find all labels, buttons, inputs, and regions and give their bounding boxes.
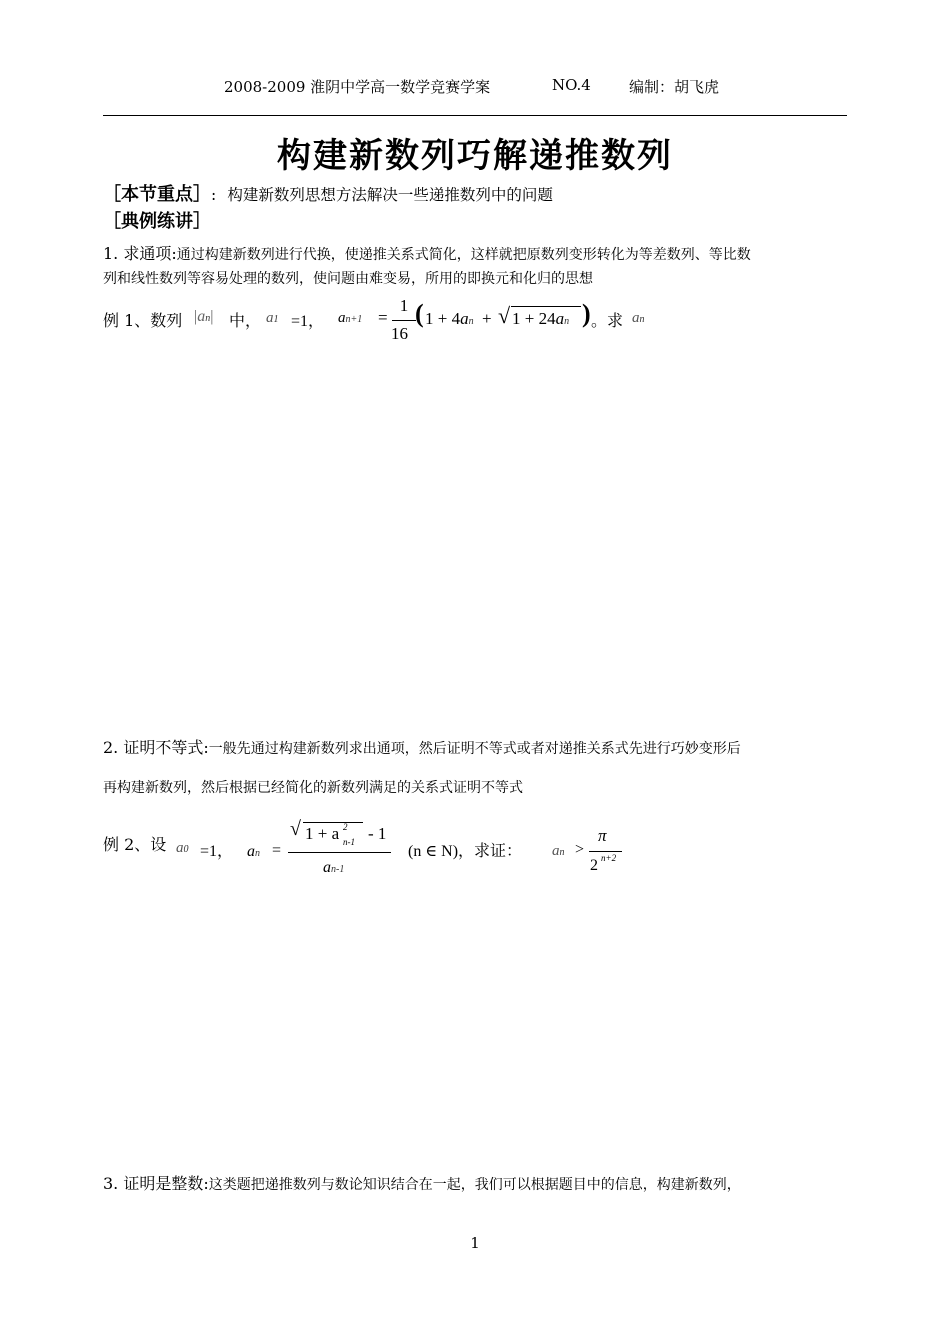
example2-pi-line — [589, 851, 622, 852]
example2-two: 2 — [590, 857, 598, 874]
example2-an: an — [247, 843, 260, 860]
example2-num-minus: - 1 — [368, 824, 387, 843]
example2-sqrt-bar — [303, 822, 363, 823]
section2-text2: 再构建新数列，然后根据已经简化的新数列满足的关系式证明不等式 — [103, 780, 523, 796]
example1-end: 。求 — [591, 311, 624, 330]
example2-prefix: 例 2、设 — [103, 835, 167, 854]
example1-a1: a1 — [266, 310, 279, 326]
example2-num-sup: 2 — [343, 822, 348, 832]
header-rule — [103, 115, 847, 116]
section1-line1 — [103, 241, 751, 264]
example2-cond: (n ∈ N)，求证： — [408, 843, 523, 860]
section2-lead: 2. 证明不等式: — [103, 738, 209, 757]
section3-line1 — [103, 1171, 741, 1194]
example1-an1: an+1 — [338, 310, 363, 326]
example2-ans: an — [552, 843, 565, 859]
example1-frac-num: 1 — [399, 296, 409, 315]
focus-label: ［本节重点］ — [103, 184, 211, 205]
focus-line — [103, 180, 553, 206]
example1-sqrt-bar — [511, 306, 581, 307]
section2-line1 — [103, 735, 741, 758]
section2-text1: 一般先通过构建新数列求出通项，然后证明不等式或者对递推关系式先进行巧妙变形后 — [208, 741, 741, 757]
focus-colon: : — [211, 186, 217, 204]
section3-text1: 这类题把递推数列与数论知识结合在一起，我们可以根据题目中的信息，构建新数列， — [208, 1177, 741, 1193]
example2-frac-line — [288, 852, 391, 853]
page-number: 1 — [470, 1234, 480, 1252]
section1-text2: 列和线性数列等容易处理的数列，使问题由难变易，所用的即换元和化归的思想 — [103, 271, 593, 287]
example1-term1: 1 + 4an — [425, 309, 474, 328]
example1-ask: an — [632, 310, 645, 326]
focus-text: 构建新数列思想方法解决一些递推数列中的问题 — [227, 186, 553, 204]
example1-frac-line — [392, 320, 416, 321]
header-number: NO.4 — [552, 76, 591, 94]
example2-exp: n+2 — [601, 853, 617, 863]
example1-eq1: =1， — [291, 313, 325, 330]
example1-frac-den: 16 — [391, 324, 408, 343]
example1-paren-close: ) — [582, 299, 591, 328]
example1-sqrt-inner: 1 + 24an — [512, 309, 570, 328]
example2-num-sub: n-1 — [343, 837, 355, 847]
sqrt-icon: √ — [498, 303, 511, 328]
example1-prefix: 例 1、数列 — [103, 311, 183, 330]
example1-brace: |an| — [194, 308, 214, 325]
example1-mid: 中， — [229, 311, 262, 330]
example1-eq: = — [378, 308, 388, 327]
examples-heading: ［典例练讲］ — [103, 211, 211, 232]
header-editor: 编制：胡飞虎 — [629, 78, 720, 96]
example2-den: an-1 — [323, 859, 345, 876]
example2-gt: > — [575, 841, 585, 858]
example2-eq1: =1， — [200, 843, 234, 860]
example2-eq: = — [272, 842, 282, 859]
example1-paren-open: ( — [415, 299, 424, 328]
section1-lead: 1. 求通项: — [103, 244, 177, 263]
example2-num: 1 + a — [305, 824, 340, 843]
header-course: 2008-2009 淮阴中学高一数学竞赛学案 — [224, 78, 491, 96]
example2-a0: a0 — [176, 840, 189, 856]
section3-lead: 3. 证明是整数: — [103, 1174, 209, 1193]
page-title: 构建新数列巧解递推数列 — [277, 136, 673, 176]
sqrt-icon-2: √ — [290, 818, 301, 840]
example1-plus: + — [482, 309, 492, 328]
section1-text1: 通过构建新数列进行代换，使递推关系式简化，这样就把原数列变形转化为等差数列、等比数 — [176, 247, 751, 263]
example2-pi: π — [598, 826, 607, 845]
